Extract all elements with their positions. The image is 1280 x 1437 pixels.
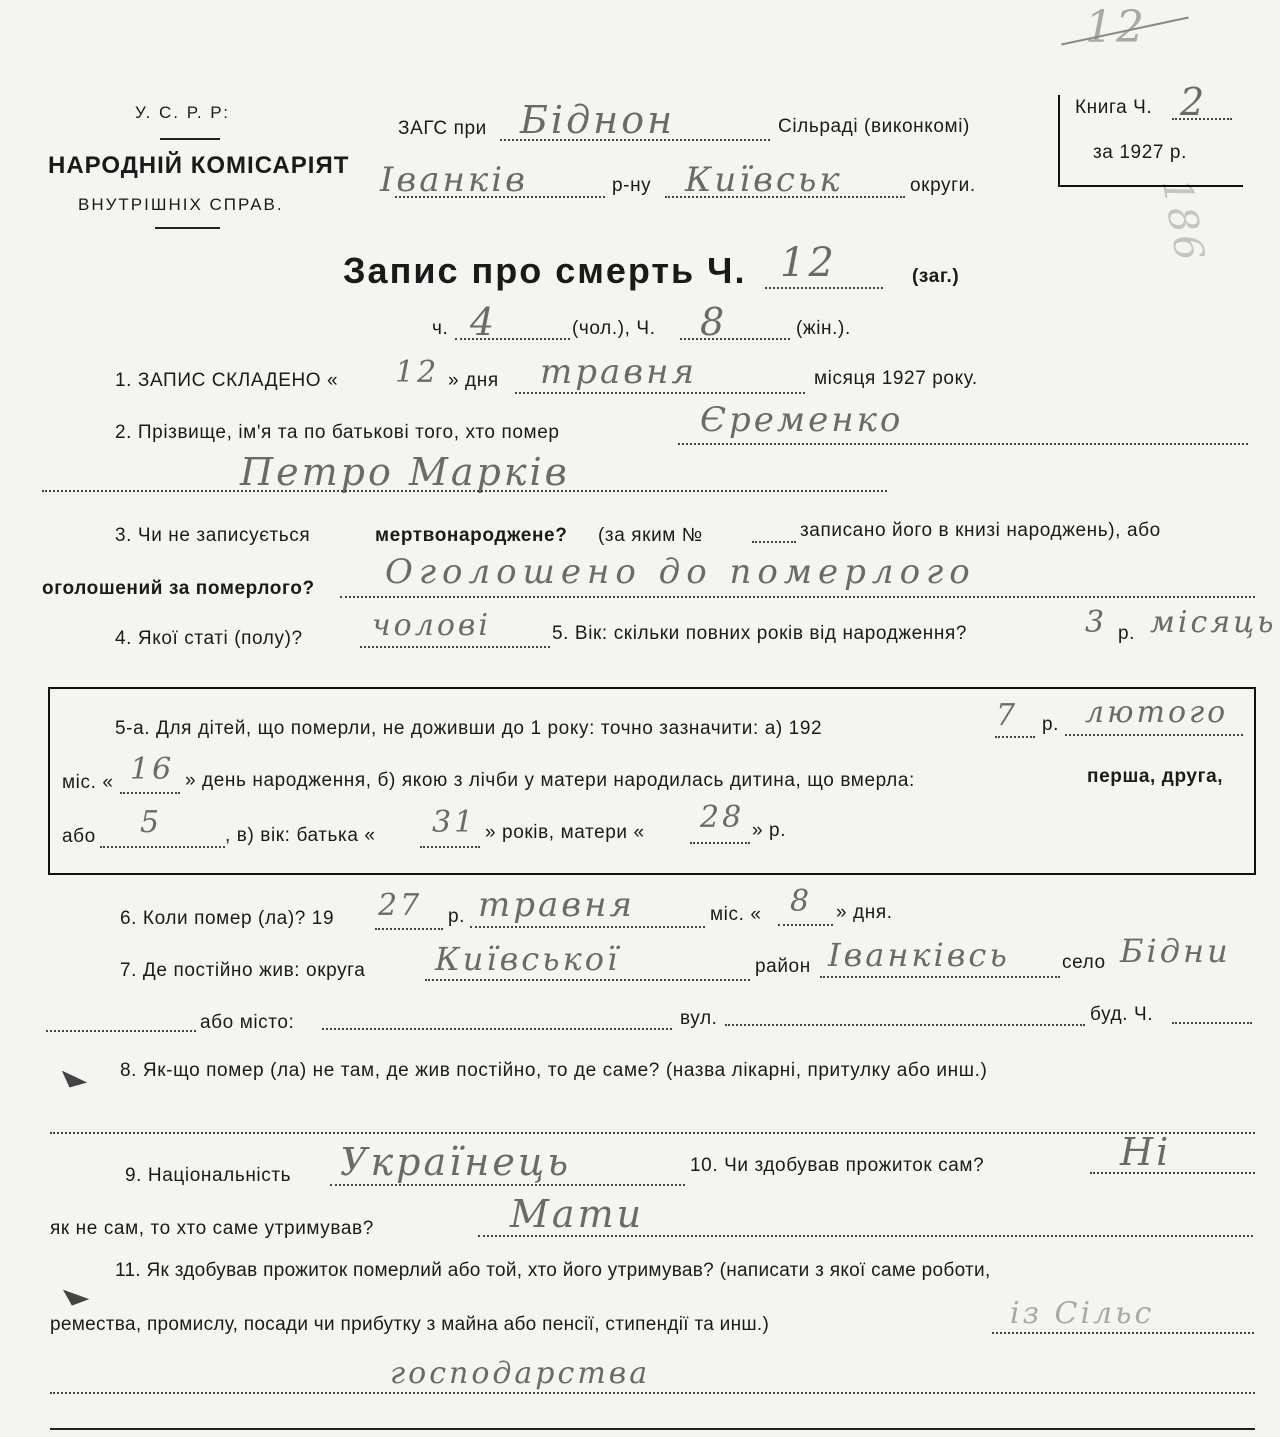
item-7-okrug-hand: Київської <box>435 940 621 978</box>
item-7-vul: вул. <box>680 1008 718 1029</box>
item-10-who-dots <box>478 1235 1253 1237</box>
item-7-vul-dots <box>725 1024 1085 1026</box>
item-11-occupation-hand-2: господарства <box>390 1356 651 1391</box>
item-11-dots-2 <box>50 1392 1255 1394</box>
page-title: Запис про смерть Ч. <box>343 250 747 291</box>
item-3-number-label: (за яким № <box>598 525 703 546</box>
zags-village-hand: Біднон <box>520 98 676 142</box>
item-7-rayon-hand: Іванківсь <box>828 936 1010 974</box>
male-count-hand: 4 <box>470 300 498 344</box>
rayon-dots <box>395 196 605 198</box>
item-8-dots <box>50 1132 1255 1134</box>
item-2-dots-2 <box>42 490 887 492</box>
item-9-label: 9. Національність <box>125 1165 292 1186</box>
item-7-rayon-dots <box>820 976 1060 978</box>
item-6-label: 6. Коли помер (ла)? 19 <box>120 908 335 929</box>
corner-number: 12 <box>1085 2 1147 53</box>
side-number: 186 <box>1152 174 1213 268</box>
item-7-bud-dots <box>1172 1022 1252 1024</box>
item-7-misto: або місто: <box>200 1012 295 1033</box>
box-line-3d: » р. <box>752 820 787 841</box>
item-3-dots <box>340 596 1255 598</box>
okrugy-label: округи. <box>910 175 976 196</box>
item-2-label: 2. Прізвище, ім'я та по батькові того, хто помер <box>115 422 560 443</box>
male-dots <box>455 338 570 340</box>
item-6-day-hand: 8 <box>790 884 813 919</box>
book-label: Книга Ч. <box>1075 97 1153 118</box>
item-11-label: 11. Як здобував прожиток померлий або той, хто його утримував? (написати з якої саме роботи, <box>115 1260 991 1281</box>
item-6-year-hand: 27 <box>378 888 423 923</box>
female-count-label: (чол.), Ч. <box>572 318 656 339</box>
item-3-registered: записано його в книзі народжень), або <box>800 520 1161 541</box>
item-1-month-hand: травня <box>540 352 697 392</box>
item-6-mis: міс. « <box>710 904 762 925</box>
item-1-year: місяця 1927 року. <box>814 368 978 389</box>
box-day-hand: 16 <box>130 752 175 787</box>
item-10-who: як не сам, то хто саме утримував? <box>50 1218 374 1239</box>
female-count-hand: 8 <box>700 300 728 344</box>
box-month-hand: лютого <box>1085 695 1229 730</box>
item-6-day-dots <box>778 924 833 926</box>
record-number-hand: 12 <box>780 240 837 286</box>
book-border-left <box>1058 95 1060 187</box>
item-7-misto-dots <box>322 1028 672 1030</box>
box-father-dots <box>420 846 480 848</box>
header-divider-1 <box>160 138 220 140</box>
item-6-r: р. <box>448 906 466 927</box>
internal-affairs-label: ВНУТРІШНІХ СПРАВ. <box>78 195 284 214</box>
okrug-hand: Київськ <box>685 160 843 200</box>
item-5-age-hand: 3 <box>1085 605 1108 640</box>
book-dots <box>1172 118 1232 120</box>
box-order-dots <box>100 846 225 848</box>
okrug-dots <box>665 196 905 198</box>
box-r: р. <box>1042 714 1060 735</box>
item-10-label: 10. Чи здобував прожиток сам? <box>690 1155 985 1176</box>
box-line-2b: » день народження, б) якою з лічби у матери народилась дитина, що вмерла: <box>185 770 915 791</box>
rayon-hand: Іванків <box>380 160 528 200</box>
book-border-bottom <box>1058 185 1243 187</box>
book-number-hand: 2 <box>1180 80 1208 124</box>
box-year-hand: 7 <box>996 698 1019 733</box>
bottom-rule <box>50 1428 1255 1430</box>
item-4-dots <box>360 646 550 648</box>
item-3-label: 3. Чи не записується <box>115 525 311 546</box>
item-6-year-dots <box>375 928 443 930</box>
item-7-dots-a <box>46 1030 196 1032</box>
box-father-hand: 31 <box>432 805 477 840</box>
commissariat-label: НАРОДНІЙ КОМІСАРІЯТ <box>48 152 350 179</box>
item-1-day-hand: 12 <box>395 355 440 390</box>
item-2-name-hand: Петро Марків <box>240 450 570 494</box>
item-4-label: 4. Якої статі (полу)? <box>115 628 303 649</box>
item-10-who-hand: Мати <box>510 1192 645 1236</box>
item-10-dots <box>1090 1172 1255 1174</box>
item-7-selo: село <box>1062 952 1106 973</box>
box-line-1: 5-а. Для дітей, що померли, не доживши до 1 року: точно зазначити: а) 192 <box>115 718 823 739</box>
item-2-dots <box>678 443 1248 445</box>
item-5-r: р. <box>1118 623 1136 644</box>
ussr-label: У. С. Р. Р: <box>135 103 230 122</box>
item-4-sex-hand: чолові <box>372 608 491 643</box>
item-7-okrug-dots <box>425 979 750 981</box>
box-first-second: перша, друга, <box>1087 766 1224 787</box>
box-line-3: або <box>62 826 96 847</box>
zag-label: (заг.) <box>912 266 960 287</box>
header-divider-2 <box>155 227 220 229</box>
box-line-2: міс. « <box>62 772 114 793</box>
box-line-3c: » років, матери « <box>485 822 645 843</box>
title-dots <box>765 287 883 289</box>
item-11-occupation-hand: із Сільс <box>1010 1296 1155 1331</box>
rnu-label: р-ну <box>612 175 652 196</box>
item-7-bud: буд. Ч. <box>1090 1004 1154 1025</box>
item-8-label: 8. Як-що помер (ла) не там, де жив постійно, то де саме? (назва лікарні, притулку або инш.) <box>120 1060 988 1081</box>
box-line-3b: , в) вік: батька « <box>225 825 376 846</box>
box-year-dots <box>995 736 1035 738</box>
item-6-dnya: » дня. <box>836 902 893 923</box>
book-year: за 1927 р. <box>1093 142 1187 163</box>
item-1-day-suffix: » дня <box>448 370 499 391</box>
item-9-nationality-hand: Українець <box>340 1140 572 1184</box>
box-mother-dots <box>690 842 750 844</box>
item-3-declared-hand: Оголошено до померлого <box>385 552 976 592</box>
item-5-month-hand: місяць <box>1150 605 1277 640</box>
item-5-label: 5. Вік: скільки повних років від народження? <box>552 623 968 644</box>
female-suffix: (жін.). <box>796 318 851 339</box>
pencil-mark-11 <box>59 1290 89 1311</box>
box-day-dots <box>120 792 180 794</box>
silradi-label: Сільраді (виконкомі) <box>778 116 970 137</box>
item-10-self-hand: Ні <box>1120 1130 1172 1174</box>
box-order-hand: 5 <box>140 805 163 840</box>
zags-label: ЗАГС при <box>398 118 487 139</box>
item-2-surname-hand: Єременко <box>700 400 904 440</box>
item-3-stillborn: мертвонароджене? <box>375 525 568 546</box>
item-9-dots <box>330 1184 685 1186</box>
item-6-month-dots <box>470 926 705 928</box>
male-count-label: ч. <box>432 318 449 339</box>
item-11-label-2: ремества, промислу, посади чи прибутку з майна або пенсії, стипендії та инш.) <box>50 1314 770 1335</box>
item-1-label: 1. ЗАПИС СКЛАДЕНО « <box>115 370 339 391</box>
item-7-label: 7. Де постійно жив: округа <box>120 960 366 981</box>
item-3-declared: оголошений за померлого? <box>42 578 315 599</box>
item-3-number-dots <box>752 541 796 543</box>
item-7-rayon: район <box>755 956 811 977</box>
pencil-mark-8 <box>57 1071 87 1094</box>
item-11-dots-1 <box>992 1332 1254 1334</box>
zags-dots <box>500 139 770 141</box>
female-dots <box>680 338 790 340</box>
item-7-selo-hand: Бідни <box>1120 932 1231 970</box>
box-mother-hand: 28 <box>700 800 745 835</box>
item-1-dots <box>515 392 805 394</box>
box-month-dots <box>1065 734 1243 736</box>
item-6-month-hand: травня <box>478 885 635 925</box>
